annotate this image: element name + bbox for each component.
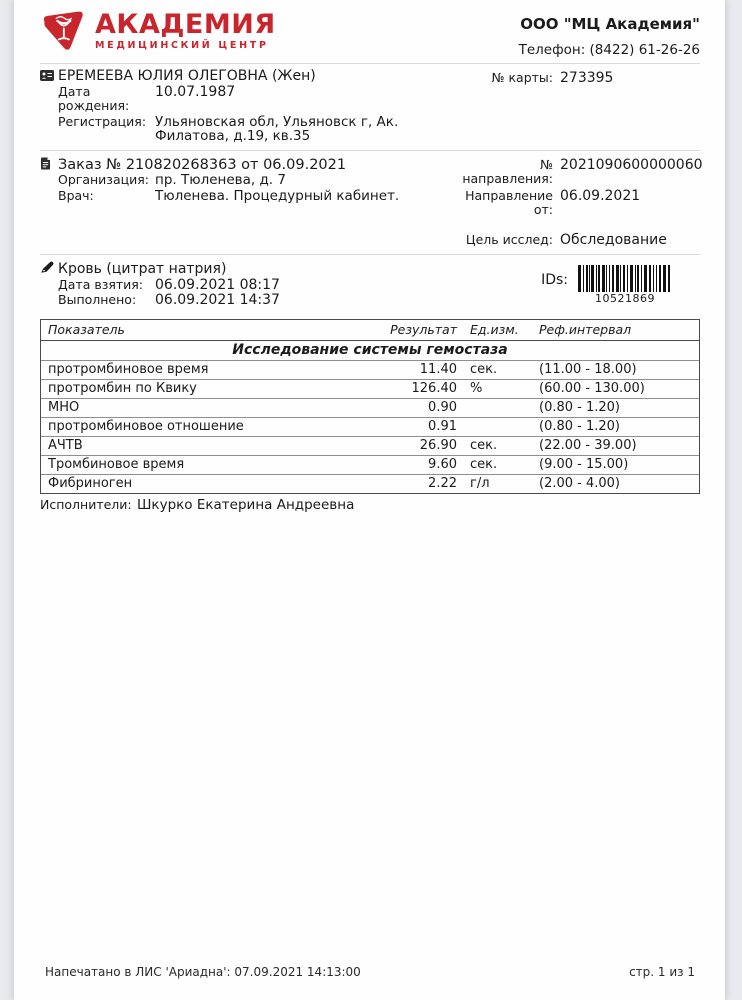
analyte-result: 126.40: [411, 380, 457, 396]
analyte-ref: (0.80 - 1.20): [539, 418, 620, 434]
analyte-result: 0.90: [428, 399, 457, 415]
analyte-result: 0.91: [428, 418, 457, 434]
results-table: [40, 319, 700, 494]
report-page: [14, 0, 725, 1000]
analyte-name: протромбин по Квику: [48, 380, 197, 396]
referral-date-value: 06.09.2021: [560, 187, 641, 204]
registration-label: Регистрация:: [58, 113, 147, 129]
purpose-value: Обследование: [560, 231, 667, 248]
referral-number-value: 2021090600000060: [560, 156, 703, 173]
analyte-name: протромбиновое отношение: [48, 418, 244, 434]
performers-label: Исполнители:: [40, 496, 132, 512]
barcode-number: 10521869: [595, 292, 655, 305]
id-card-icon: [40, 70, 58, 81]
table-row: [41, 474, 699, 493]
results-table-header: [41, 320, 699, 341]
analyte-result: 11.40: [419, 361, 457, 377]
ids-block-wrap: [448, 260, 700, 309]
card-number-value: 273395: [560, 70, 614, 86]
org-phone: Телефон: (8422) 61-26-26: [518, 42, 700, 58]
analyte-unit: %: [470, 380, 483, 396]
clinic-logo-text: [95, 11, 276, 51]
page-number: стр. 1 из 1: [629, 965, 695, 979]
report-header: [40, 7, 700, 64]
taken-value: 06.09.2021 08:17: [155, 276, 280, 293]
patient-name: ЕРЕМЕЕВА ЮЛИЯ ОЛЕГОВНА (Жен): [58, 68, 316, 84]
barcode-box: [578, 265, 672, 305]
birth-date-value: 10.07.1987: [155, 83, 236, 100]
analyte-unit: сек.: [470, 456, 498, 472]
clinic-name: АКАДЕМИЯ: [95, 9, 276, 40]
table-row: [41, 455, 699, 474]
analyte-unit: г/л: [470, 475, 490, 491]
done-label: Выполнено:: [58, 292, 137, 307]
organization-value: пр. Тюленева, д. 7: [155, 172, 286, 188]
table-row: [41, 379, 699, 398]
analyte-name: Фибриноген: [48, 475, 133, 491]
referral-date-label: Направление от:: [465, 187, 553, 217]
document-icon: [40, 157, 58, 170]
taken-label: Дата взятия:: [58, 276, 144, 292]
birth-date-label: Дата рождения:: [58, 83, 130, 113]
table-row: [41, 417, 699, 436]
performer-name: Шкурко Екатерина Андреевна: [137, 496, 355, 513]
registration-value: Ульяновская обл, Ульяновск г, Ак. Филатова, д.19, кв.35: [155, 113, 399, 144]
analyte-unit: сек.: [470, 437, 498, 453]
doctor-value: Тюленева. Процедурный кабинет.: [155, 187, 400, 204]
ids-label: IDs:: [541, 272, 568, 288]
organization-label: Организация:: [58, 172, 149, 187]
patient-section: [40, 64, 700, 151]
col-header-result: Результат: [390, 321, 457, 337]
org-name: ООО "МЦ Академия": [520, 15, 700, 33]
order-section: [40, 151, 703, 256]
test-tube-icon: [40, 261, 58, 274]
analyte-ref: (11.00 - 18.00): [539, 361, 637, 377]
patient-info: [40, 69, 448, 145]
purpose-label: Цель исслед:: [465, 231, 553, 247]
table-row: [41, 398, 699, 417]
analyte-unit: [457, 419, 537, 434]
order-info: [40, 156, 448, 250]
analyte-result: 2.22: [428, 475, 457, 491]
doctor-label: Врач:: [58, 187, 94, 203]
clinic-logo-icon: [40, 10, 86, 52]
results-section-title: Исследование системы гемостаза: [232, 341, 508, 358]
printed-info: Напечатано в ЛИС 'Ариадна': 07.09.2021 14:13:00: [45, 965, 361, 979]
analyte-ref: (0.80 - 1.20): [539, 399, 620, 415]
col-header-name: Показатель: [48, 321, 125, 337]
analyte-unit: сек.: [470, 361, 498, 377]
analyte-ref: (9.00 - 15.00): [539, 456, 629, 472]
sample-info: [40, 260, 448, 309]
analyte-name: МНО: [48, 399, 80, 415]
analyte-result: 26.90: [419, 437, 457, 453]
analyte-name: Тромбиновое время: [48, 456, 185, 472]
analyte-ref: (22.00 - 39.00): [539, 437, 637, 453]
order-title: Заказ № 210820268363 от 06.09.2021: [58, 156, 347, 173]
done-value: 06.09.2021 14:37: [155, 292, 280, 308]
performers-row: [40, 494, 700, 516]
analyte-result: 9.60: [428, 456, 457, 472]
report-footer: [45, 965, 695, 979]
barcode: [578, 265, 672, 292]
analyte-name: АЧТВ: [48, 437, 83, 453]
analyte-name: протромбиновое время: [48, 361, 209, 377]
col-header-unit: Ед.изм.: [470, 321, 519, 337]
sample-section: [40, 255, 700, 314]
referral-block: [448, 156, 703, 250]
card-number-label: № карты:: [491, 70, 553, 85]
table-row: [41, 360, 699, 379]
analyte-ref: (2.00 - 4.00): [539, 475, 620, 491]
clinic-subtitle: МЕДИЦИНСКИЙ ЦЕНТР: [95, 40, 269, 51]
org-block: [519, 7, 700, 58]
analyte-unit: [457, 400, 537, 415]
referral-number-label: № направления:: [462, 156, 553, 186]
patient-card-block: [448, 69, 700, 145]
analyte-ref: (60.00 - 130.00): [539, 380, 645, 396]
ids-block: [448, 262, 672, 305]
clinic-logo: [40, 7, 276, 52]
table-row: [41, 436, 699, 455]
col-header-ref: Реф.интервал: [539, 321, 632, 337]
sample-material: Кровь (цитрат натрия): [58, 261, 227, 277]
